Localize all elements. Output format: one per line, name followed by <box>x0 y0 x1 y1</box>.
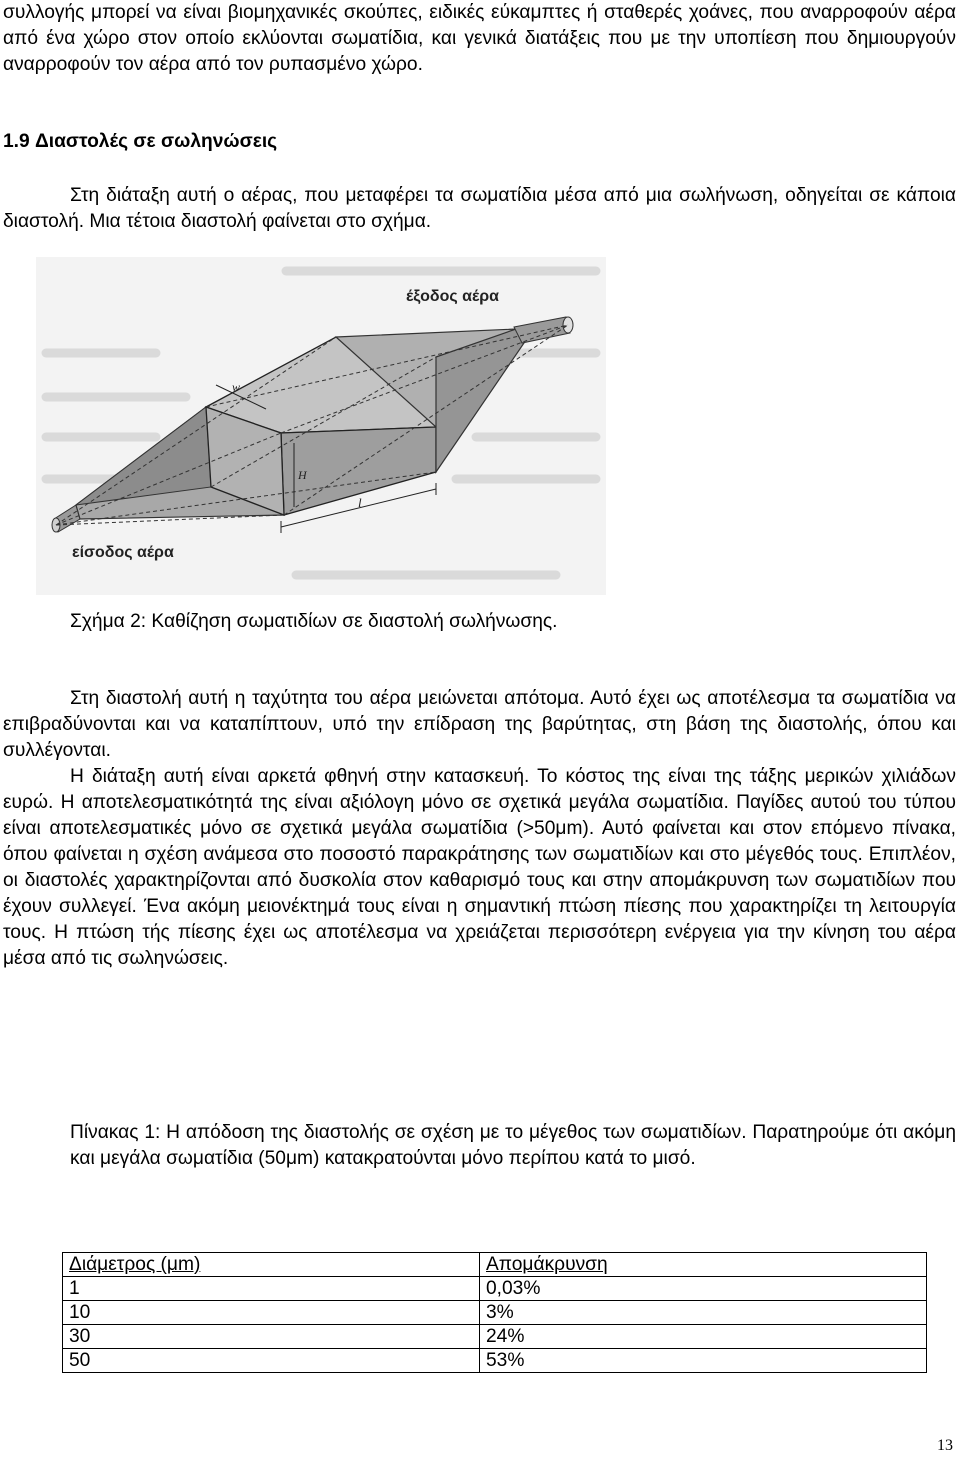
svg-text:H: H <box>298 468 307 482</box>
cell-diameter: 50 <box>63 1349 480 1373</box>
label-air-inlet: είσοδος αέρα <box>72 544 174 561</box>
header-diameter: Διάμετρος (μm) <box>63 1253 480 1277</box>
cell-removal: 0,03% <box>480 1277 927 1301</box>
svg-text:w: w <box>232 380 241 394</box>
removal-efficiency-table <box>62 1252 927 1373</box>
cell-diameter: 30 <box>63 1325 480 1349</box>
cell-removal: 53% <box>480 1349 927 1373</box>
page-number: 13 <box>937 1437 953 1454</box>
intro-paragraph: συλλογής μπορεί να είναι βιομηχανικές σκούπες, ειδικές εύκαμπτες ή σταθερές χοάνες, που αναρροφούν αέρα από ένα χώρο στον οποίο εκλύονται σωματίδια, και γενικά διατάξεις που με την υποπίεση που δημιουργούν αναρροφούν τον αέρα από τον ρυπασμένο χώρο. <box>3 2 956 75</box>
label-air-outlet: έξοδος αέρα <box>406 288 499 305</box>
table-row <box>63 1349 927 1373</box>
body-paragraph-1: Στη διαστολή αυτή η ταχύτητα του αέρα μειώνεται απότομα. Αυτό έχει ως αποτέλεσμα τα σωματίδια να επιβραδύνονται και να καταπίπτουν, υπό την επίδραση της βαρύτητας, στη βάση της διαστολής, όπου και συλλέγονται. <box>3 688 956 761</box>
figure-expansion-duct <box>36 257 606 595</box>
header-removal: Απομάκρυνση <box>480 1253 927 1277</box>
svg-text:l: l <box>358 495 362 510</box>
section-heading <box>3 129 277 155</box>
table-row <box>63 1277 927 1301</box>
figure-caption: Σχήμα 2: Καθίζηση σωματιδίων σε διαστολή σωλήνωσης. <box>70 611 558 632</box>
section-paragraph: Στη διάταξη αυτή ο αέρας, που μεταφέρει τα σωματίδια μέσα από μια σωλήνωση, οδηγείται σε κάποια διαστολή. Μια τέτοια διαστολή φαίνεται στο σχήμα. <box>3 185 956 232</box>
table-row <box>63 1301 927 1325</box>
cell-removal: 24% <box>480 1325 927 1349</box>
expansion-duct-illustration <box>36 257 606 595</box>
table-header-row <box>63 1253 927 1277</box>
cell-removal: 3% <box>480 1301 927 1325</box>
section-number: 1.9 <box>3 131 30 152</box>
table-row <box>63 1325 927 1349</box>
section-title: Διαστολές σε σωληνώσεις <box>35 131 278 152</box>
cell-diameter: 10 <box>63 1301 480 1325</box>
cell-diameter: 1 <box>63 1277 480 1301</box>
body-paragraph-2: Η διάταξη αυτή είναι αρκετά φθηνή στην κατασκευή. Το κόστος της είναι της τάξης μερικών χιλιάδων ευρώ. Η αποτελεσματικότητά της είναι αξιόλογη μόνο σε σχετικά μεγάλα σωματίδια. Παγίδες αυτού του τύπου είναι αποτελεσματικές μόνο σε σχετικά μεγάλα σωματίδια (>50μm). Αυτό φαίνεται και στον επόμενο πίνακα, όπου φαίνεται η σχέση ανάμεσα στο ποσοστό παρακράτησης των σωματιδίων και στο μέγεθός τους. Επιπλέον, οι διαστολές χαρακτηρίζονται από δυσκολία στον καθαρισμό τους και στην απομάκρυνση των σωματιδίων που έχουν συλλεγεί. Ένα ακόμη μειονέκτημά τους είναι η σημαντική πτώση πίεσης που χαρακτηρίζει τη λειτουργία τους. Η πτώση τής πίεσης έχει ως αποτέλεσμα να χρειάζεται περισσότερη ενέργεια για την κίνηση του αέρα μέσα από τις σωληνώσεις. <box>3 766 956 969</box>
table-caption: Πίνακας 1: Η απόδοση της διαστολής σε σχέση με το μέγεθος των σωματιδίων. Παρατηρούμε ότι ακόμη και μεγάλα σωματίδια (50μm) κατακρατούνται μόνο περίπου κατά το μισό. <box>70 1122 956 1169</box>
